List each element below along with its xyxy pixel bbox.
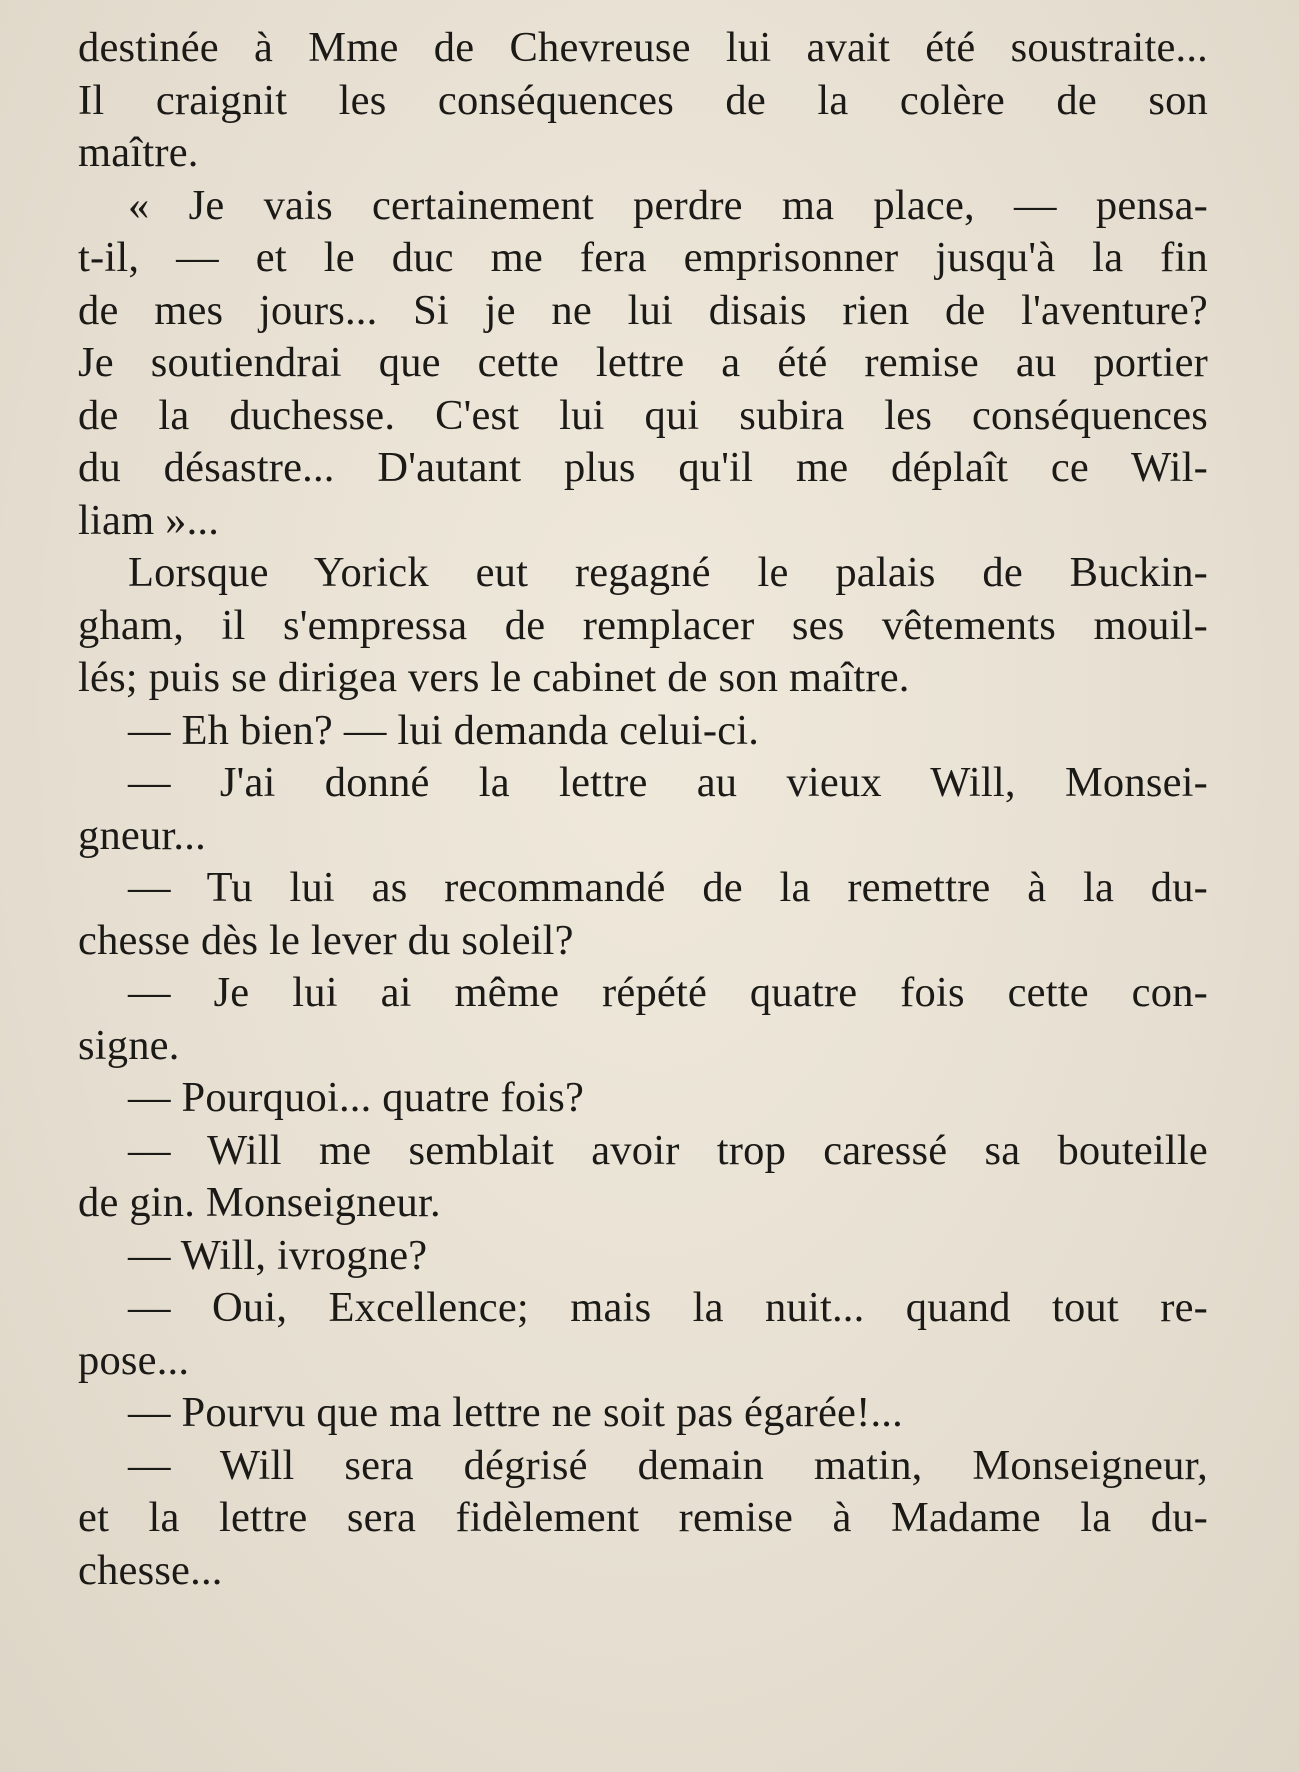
page-text: [78, 22, 1208, 1597]
text-line: gham, il s'empressa de remplacer ses vêtements mouil-: [78, 601, 1208, 649]
text-line: chesse dès le lever du soleil?: [78, 916, 574, 964]
paragraph: [78, 1282, 1208, 1387]
text-line: du désastre... D'autant plus qu'il me déplaît ce Wil-: [78, 444, 1208, 491]
text-line: Lorsque Yorick eut regagné le palais de Buckin-: [128, 549, 1208, 596]
text-line: t-il, — et le duc me fera emprisonner jusqu'à la fin: [78, 234, 1208, 281]
text-line: et la lettre sera fidèlement remise à Madame la du-: [78, 1494, 1208, 1541]
text-line: — Will, ivrogne?: [128, 1231, 428, 1279]
text-line: — Oui, Excellence; mais la nuit... quand tout re-: [128, 1284, 1208, 1331]
text-line: destinée à Mme de Chevreuse lui avait été soustraite...: [78, 24, 1208, 71]
text-line: gneur...: [78, 811, 206, 859]
paragraph: [78, 967, 1208, 1072]
paragraph: [78, 22, 1208, 180]
text-line: — Pourquoi... quatre fois?: [128, 1074, 585, 1121]
text-line: chesse...: [78, 1546, 223, 1594]
text-line: — Pourvu que ma lettre ne soit pas égarée!...: [128, 1389, 903, 1436]
paragraph: [78, 862, 1208, 967]
text-line: — Tu lui as recommandé de la remettre à la du-: [128, 864, 1208, 911]
text-line: — Will sera dégrisé demain matin, Monseigneur,: [128, 1441, 1208, 1489]
paragraph: [78, 180, 1208, 548]
text-line: Il craignit les conséquences de la colère de son: [78, 76, 1208, 124]
paragraph: [78, 1072, 1208, 1125]
text-line: liam »...: [78, 496, 220, 544]
paragraph: [78, 547, 1208, 705]
paragraph: [78, 1387, 1208, 1440]
text-line: « Je vais certainement perdre ma place, — pensa-: [128, 181, 1208, 229]
paragraph: [78, 1440, 1208, 1598]
text-line: signe.: [78, 1021, 180, 1069]
book-page: [78, 22, 1208, 1762]
text-line: de la duchesse. C'est lui qui subira les conséquences: [78, 391, 1208, 439]
text-line: pose...: [78, 1336, 190, 1384]
paragraph: [78, 1230, 1208, 1283]
text-line: maître.: [78, 129, 199, 176]
text-line: Je soutiendrai que cette lettre a été remise au portier: [78, 339, 1208, 386]
text-line: de gin. Monseigneur.: [78, 1179, 441, 1226]
text-line: — Will me semblait avoir trop caressé sa bouteille: [128, 1126, 1208, 1174]
paragraph: [78, 1125, 1208, 1230]
text-line: lés; puis se dirigea vers le cabinet de son maître.: [78, 654, 910, 701]
paragraph: [78, 705, 1208, 758]
paragraph: [78, 757, 1208, 862]
text-line: de mes jours... Si je ne lui disais rien de l'aventure?: [78, 286, 1208, 334]
text-line: — Je lui ai même répété quatre fois cette con-: [128, 969, 1208, 1016]
text-line: — J'ai donné la lettre au vieux Will, Monsei-: [128, 759, 1208, 806]
text-line: — Eh bien? — lui demanda celui-ci.: [128, 706, 760, 754]
